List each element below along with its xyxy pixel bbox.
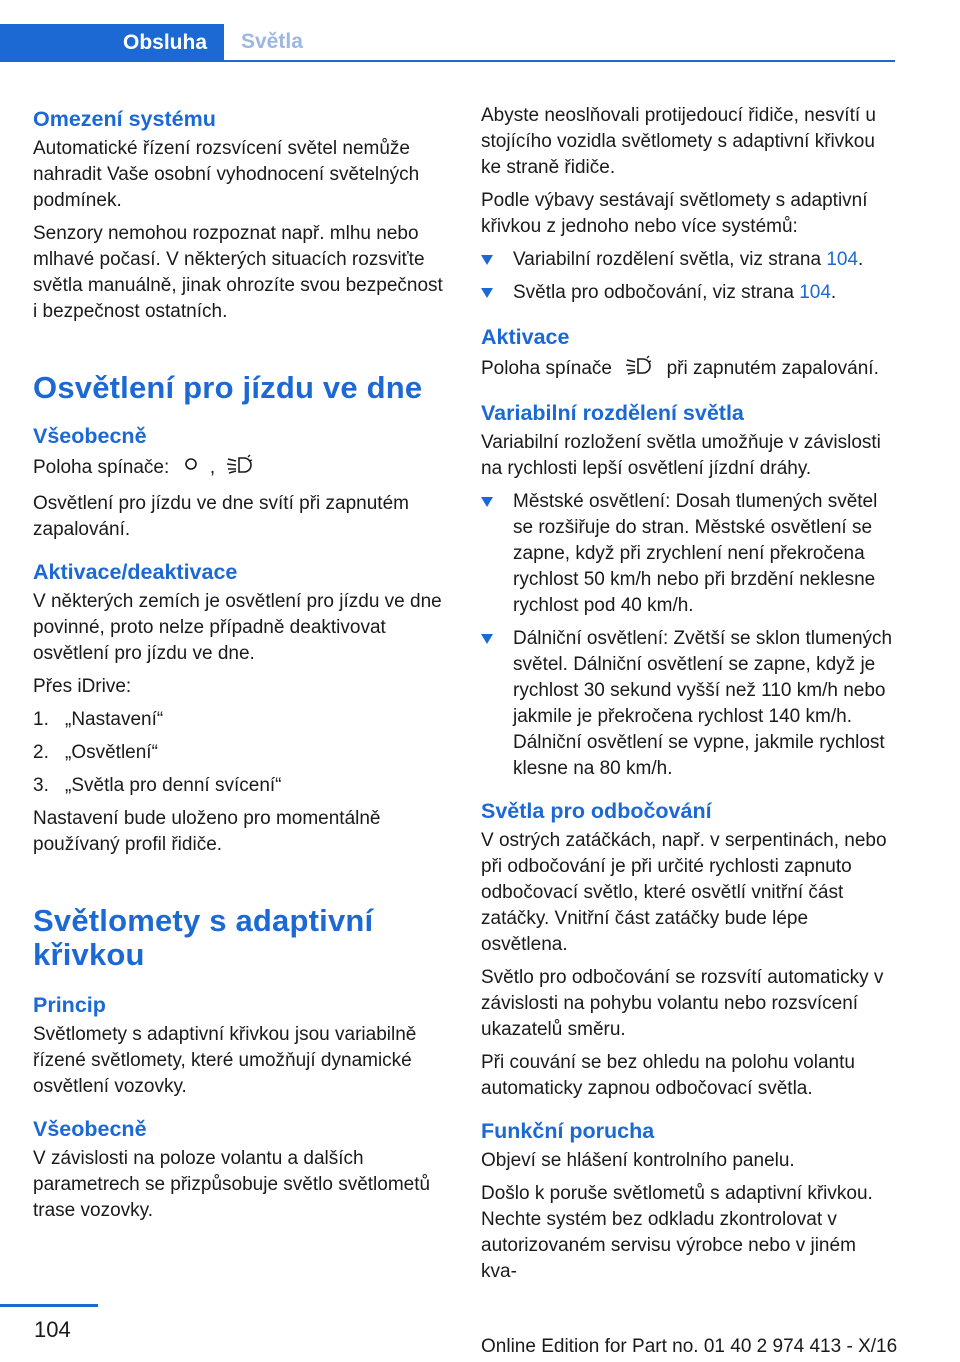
aktivace-suffix: při zapnutém zapalování. bbox=[666, 358, 879, 380]
bullet-triangle-icon bbox=[481, 255, 493, 265]
chapter-adaptive-line-2: křivkou bbox=[33, 937, 145, 972]
system-end: . bbox=[858, 249, 864, 270]
light-switch-off-icon bbox=[183, 453, 199, 483]
aktivace-deaktivace-paragraph: V některých zemích je osvětlení pro jízdu ve dne povinné, proto nelze případně deaktivovat osvětlení pro jízdu ve dne. bbox=[33, 591, 442, 664]
odbocovani-heading: Světla pro odbočování bbox=[481, 799, 712, 823]
odbocovani-paragraph-3: Při couvání se bez ohledu na polohu volantu automaticky zapnou odbočovací světla. bbox=[481, 1052, 855, 1099]
list-item bbox=[481, 489, 895, 619]
daytime-running-light-icon bbox=[625, 354, 653, 384]
princip-paragraph: Světlomety s adaptivní křivkou jsou variabilně řízené světlomety, které umožňují dynamické osvětlení vozovky. bbox=[33, 1024, 417, 1097]
step-text: „Světla pro denní svícení“ bbox=[65, 775, 282, 796]
variab-item-text: Dálniční osvětlení: Zvětší se sklon tlumených světel. Dálniční osvětlení se zapne, když je rychlost 30 sekund vyšší než 110 km/h nebo jakmile je překročena rychlost 140 km/h. Dálniční osvětlení se vypne, jakmile rychlost klesne na 80 km/h. bbox=[513, 628, 893, 779]
system-end: . bbox=[830, 282, 837, 303]
omezeni-heading: Omezení systému bbox=[33, 107, 216, 131]
step-number: 1. bbox=[33, 709, 49, 730]
list-item bbox=[33, 707, 443, 733]
poloha-spinace-label: Poloha spínače: bbox=[33, 457, 170, 479]
tab-svetla[interactable] bbox=[241, 24, 303, 60]
right-column bbox=[481, 100, 895, 1285]
system-text: Variabilní rozdělení světla, viz strana bbox=[513, 249, 822, 270]
vseobecne-heading-1: Všeobecně bbox=[33, 424, 147, 448]
list-item bbox=[33, 740, 443, 766]
idrive-steps-list bbox=[33, 707, 443, 799]
chapter-drl-title: Osvětlení pro jízdu ve dne bbox=[33, 370, 423, 405]
tab-obsluha[interactable] bbox=[0, 24, 224, 62]
system-text: Světla pro odbočování, viz strana bbox=[513, 282, 794, 303]
vseobecne-paragraph-2: Osvětlení pro jízdu ve dne svítí při zapnutém zapalování. bbox=[33, 493, 409, 540]
odbocovani-paragraph-1: V ostrých zatáčkách, např. v serpentinách, nebo při odbočování je při určité rychlosti zapnuto odbočovací světlo, které osvětlí vnitřní část zatáčky. Vnitřní část zatáčky bude lépe osvětlena. bbox=[481, 830, 887, 955]
porucha-heading: Funkční porucha bbox=[481, 1119, 655, 1143]
step-number: 3. bbox=[33, 775, 49, 796]
neoslnovani-paragraph: Abyste neoslňovali protijedoucí řidiče, nesvítí u stojícího vozidla světlomety s adaptivní křivkou ke straně řidiče. bbox=[481, 105, 876, 178]
chapter-adaptive-title bbox=[33, 904, 443, 972]
omezeni-paragraph-1: Automatické řízení rozsvícení světel nemůže nahradit Vaše osobní vyhodnocení světelných podmínek. bbox=[33, 138, 420, 211]
footer-rule bbox=[0, 1304, 98, 1307]
list-item bbox=[33, 773, 443, 799]
tab-obsluha-label: Obsluha bbox=[122, 31, 207, 54]
variab-item-text: Městské osvětlení: Dosah tlumených světel se rozšiřuje do stran. Městské osvětlení se zapne, když při zrychlení není překročena rychlost 50 km/h nebo při brzdění neklesne rychlost pod 40 km/h. bbox=[513, 491, 878, 616]
list-item bbox=[481, 280, 895, 306]
step-number: 2. bbox=[33, 742, 49, 763]
bullet-triangle-icon bbox=[481, 634, 493, 644]
page-link-104[interactable]: 104 bbox=[826, 249, 859, 270]
porucha-paragraph-2: Došlo k poruše světlometů s adaptivní křivkou. Nechte systém bez odkladu zkontrolovat v autorizovaném servisu výrobce nebo v jiném kva- bbox=[481, 1183, 873, 1282]
header-rule bbox=[0, 60, 895, 62]
vseobecne-heading-2: Všeobecně bbox=[33, 1117, 147, 1141]
aktivace-deaktivace-heading: Aktivace/deaktivace bbox=[33, 560, 238, 584]
poloha-separator: , bbox=[209, 457, 216, 479]
vybava-paragraph: Podle výbavy sestávají světlomety s adaptivní křivkou z jednoho nebo více systémů: bbox=[481, 190, 868, 237]
aktivace-paragraph bbox=[481, 354, 895, 384]
edition-footer: Online Edition for Part no. 01 40 2 974 413 - X/16 bbox=[481, 1336, 898, 1357]
vseobecne-2-paragraph: V závislosti na poloze volantu a dalších parametrech se přizpůsobuje světlo světlometů trase vozovky. bbox=[33, 1148, 431, 1221]
variabilni-paragraph: Variabilní rozložení světla umožňuje v závislosti na rychlosti lepší osvětlení jízdní dráhy. bbox=[481, 432, 881, 479]
bullet-triangle-icon bbox=[481, 497, 493, 507]
porucha-paragraph-1: Objeví se hlášení kontrolního panelu. bbox=[481, 1150, 795, 1171]
nastaveni-paragraph: Nastavení bude uloženo pro momentálně používaný profil řidiče. bbox=[33, 808, 381, 855]
pres-idrive-label: Přes iDrive: bbox=[33, 676, 132, 697]
systems-list bbox=[481, 247, 895, 306]
daytime-running-light-icon bbox=[226, 453, 254, 483]
page-link-104[interactable]: 104 bbox=[799, 282, 831, 303]
step-text: „Nastavení“ bbox=[65, 709, 164, 730]
odbocovani-paragraph-2: Světlo pro odbočování se rozsvítí automaticky v závislosti na pohybu volantu nebo rozsvícení ukazatelů směru. bbox=[481, 967, 884, 1040]
aktivace-heading: Aktivace bbox=[481, 325, 570, 349]
omezeni-paragraph-2: Senzory nemohou rozpoznat např. mlhu nebo mlhavé počasí. V některých situacích rozsviťte světla manuálně, jinak ohrozíte svou bezpečnost i bezpečnost ostatních. bbox=[33, 223, 443, 322]
step-text: „Osvětlení“ bbox=[65, 742, 158, 763]
list-item bbox=[481, 626, 895, 782]
variabilni-heading: Variabilní rozdělení světla bbox=[481, 401, 744, 425]
variabilni-list bbox=[481, 489, 895, 782]
list-item bbox=[481, 247, 895, 273]
header-tabs bbox=[0, 24, 895, 62]
tab-svetla-label: Světla bbox=[241, 30, 303, 53]
page-number: 104 bbox=[34, 1317, 71, 1342]
aktivace-prefix: Poloha spínače bbox=[481, 358, 612, 380]
chapter-adaptive-line-1: Světlomety s adaptivní bbox=[33, 903, 374, 938]
bullet-triangle-icon bbox=[481, 288, 493, 298]
left-column bbox=[33, 100, 443, 1224]
princip-heading: Princip bbox=[33, 993, 106, 1017]
poloha-spinace-line bbox=[33, 453, 443, 483]
